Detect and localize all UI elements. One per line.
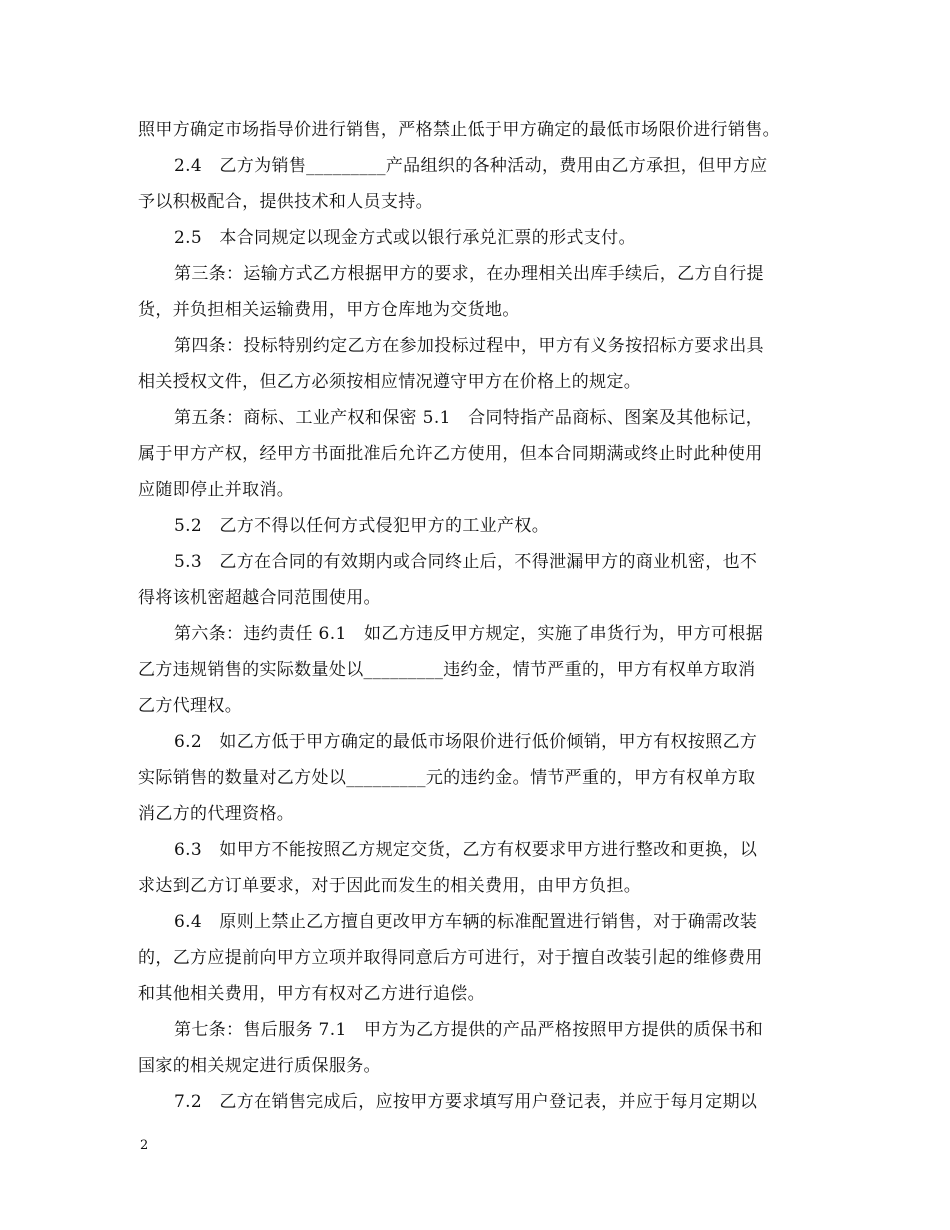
contract-text-body <box>138 112 816 1120</box>
text-line: 实际销售的数量对乙方处以_________元的违约金。情节严重的，甲方有权单方取 <box>138 768 756 788</box>
text-line: 乙方代理权。 <box>138 696 243 716</box>
text-line: 6.3 如甲方不能按照乙方规定交货，乙方有权要求甲方进行整改和更换，以 <box>174 840 758 860</box>
text-line: 6.2 如乙方低于甲方确定的最低市场限价进行低价倾销，甲方有权按照乙方 <box>174 732 758 752</box>
text-line: 得将该机密超越合同范围使用。 <box>138 588 381 608</box>
text-line: 2.4 乙方为销售_________产品组织的各种活动，费用由乙方承担，但甲方应 <box>174 156 768 176</box>
text-line: 和其他相关费用，甲方有权对乙方进行追偿。 <box>138 984 485 1004</box>
text-line: 7.2 乙方在销售完成后，应按甲方要求填写用户登记表，并应于每月定期以 <box>174 1092 758 1112</box>
text-line: 2.5 本合同规定以现金方式或以银行承兑汇票的形式支付。 <box>174 228 636 248</box>
text-line: 货，并负担相关运输费用，甲方仓库地为交货地。 <box>138 300 520 320</box>
text-line: 消乙方的代理资格。 <box>138 804 295 824</box>
page-number: 2 <box>140 1138 149 1153</box>
text-line: 照甲方确定市场指导价进行销售，严格禁止低于甲方确定的最低市场限价进行销售。 <box>138 120 780 140</box>
text-line: 属于甲方产权，经甲方书面批准后允许乙方使用，但本合同期满或终止时此种使用 <box>138 444 763 464</box>
text-line: 国家的相关规定进行质保服务。 <box>138 1056 381 1076</box>
text-line: 第四条：投标特别约定乙方在参加投标过程中，甲方有义务按招标方要求出具 <box>174 336 764 356</box>
text-line: 第五条：商标、工业产权和保密 5.1 合同特指产品商标、图案及其他标记， <box>174 408 764 428</box>
text-line: 第三条：运输方式乙方根据甲方的要求，在办理相关出库手续后，乙方自行提 <box>174 264 764 284</box>
text-line: 的，乙方应提前向甲方立项并取得同意后方可进行，对于擅自改装引起的维修费用 <box>138 948 763 968</box>
text-line: 5.2 乙方不得以任何方式侵犯甲方的工业产权。 <box>174 516 550 536</box>
text-line: 第七条：售后服务 7.1 甲方为乙方提供的产品严格按照甲方提供的质保书和 <box>174 1020 764 1040</box>
text-line: 乙方违规销售的实际数量处以_________违约金，情节严重的，甲方有权单方取消 <box>138 660 756 680</box>
text-line: 求达到乙方订单要求，对于因此而发生的相关费用，由甲方负担。 <box>138 876 642 896</box>
text-line: 第六条：违约责任 6.1 如乙方违反甲方规定，实施了串货行为，甲方可根据 <box>174 624 764 644</box>
text-line: 5.3 乙方在合同的有效期内或合同终止后，不得泄漏甲方的商业机密，也不 <box>174 552 758 572</box>
text-line: 应随即停止并取消。 <box>138 480 295 500</box>
text-line: 予以积极配合，提供技术和人员支持。 <box>138 192 433 212</box>
text-line: 相关授权文件，但乙方必须按相应情况遵守甲方在价格上的规定。 <box>138 372 642 392</box>
text-line: 6.4 原则上禁止乙方擅自更改甲方车辆的标准配置进行销售，对于确需改装 <box>174 912 758 932</box>
